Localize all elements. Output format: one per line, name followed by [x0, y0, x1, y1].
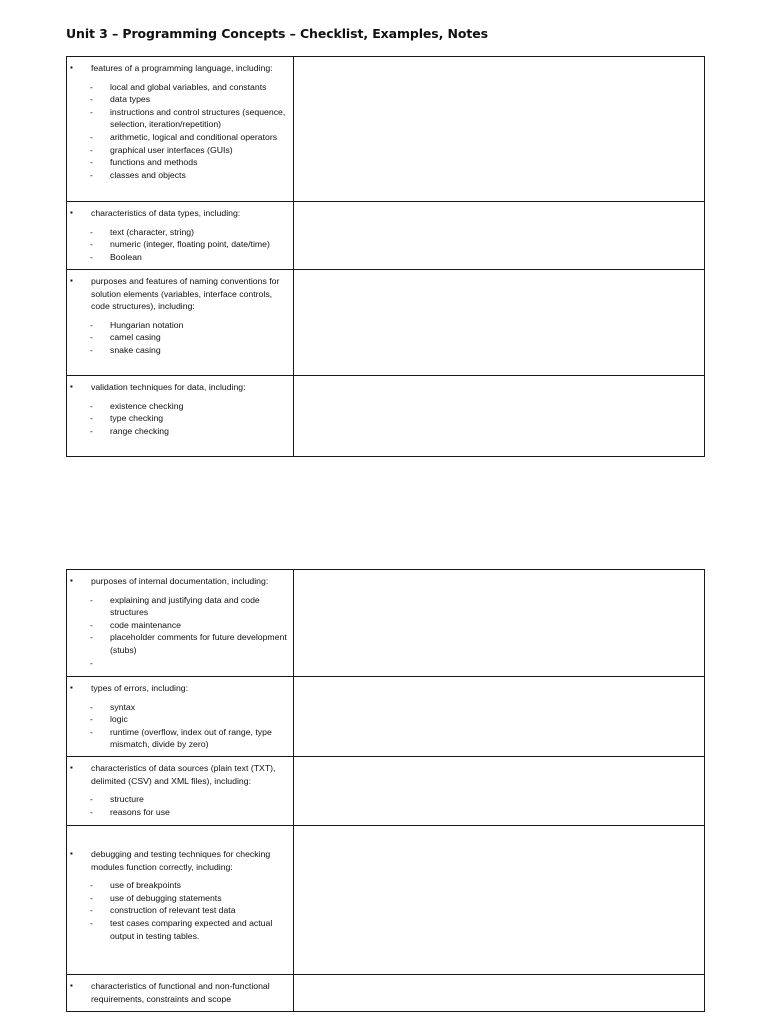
dash-icon: -	[90, 619, 93, 630]
notes-cell[interactable]	[294, 57, 705, 202]
list-item: - use of breakpoints	[90, 880, 181, 891]
table-row	[67, 57, 705, 202]
topic-text: characteristics of data sources (plain text (TXT), delimited (CSV) and XML files), including:	[91, 763, 276, 786]
list-item: - Hungarian notation	[90, 319, 184, 330]
dash-icon: -	[90, 344, 93, 355]
bullet-icon: ▪	[70, 276, 73, 285]
topic-cell	[67, 677, 294, 757]
page-title: Unit 3 – Programming Concepts – Checklist, Examples, Notes	[66, 26, 488, 41]
table-row	[67, 975, 705, 1012]
list-item: - existence checking	[90, 400, 184, 411]
dash-icon: -	[90, 400, 93, 411]
topic	[67, 762, 293, 787]
topic-cell	[67, 202, 294, 270]
dash-icon: -	[90, 226, 93, 237]
dash-icon: -	[90, 714, 93, 725]
dash-icon: -	[90, 701, 93, 712]
dash-icon: -	[90, 657, 93, 668]
list-item: - graphical user interfaces (GUIs)	[90, 144, 233, 155]
dash-icon: -	[90, 594, 93, 605]
table-row	[67, 677, 705, 757]
bullet-icon: ▪	[70, 63, 73, 72]
topic-cell	[67, 570, 294, 677]
list-item: - local and global variables, and constants	[90, 81, 267, 92]
bullet-icon: ▪	[70, 208, 73, 217]
checklist-table-1	[66, 56, 705, 457]
bullet-icon: ▪	[70, 981, 73, 990]
list-item: - code maintenance	[90, 619, 181, 630]
topic	[67, 980, 293, 1005]
list-item: - numeric (integer, floating point, date/time)	[90, 239, 270, 250]
list-item: - explaining and justifying data and code structures	[90, 594, 260, 618]
sub-list	[67, 319, 293, 357]
notes-cell[interactable]	[294, 570, 705, 677]
table-row	[67, 376, 705, 457]
topic	[67, 848, 293, 873]
topic-cell	[67, 270, 294, 376]
topic	[67, 62, 293, 75]
dash-icon: -	[90, 157, 93, 168]
topic-text: validation techniques for data, including:	[91, 382, 246, 392]
checklist-table-2	[66, 569, 705, 1012]
sub-list	[67, 594, 293, 670]
dash-icon: -	[90, 239, 93, 250]
topic-cell	[67, 57, 294, 202]
list-item: - text (character, string)	[90, 226, 195, 237]
topic-text: purposes of internal documentation, including:	[91, 576, 269, 586]
topic-text: types of errors, including:	[91, 683, 189, 693]
list-item: - type checking	[90, 413, 164, 424]
dash-icon: -	[90, 726, 93, 737]
bullet-icon: ▪	[70, 849, 73, 858]
bullet-icon: ▪	[70, 576, 73, 585]
dash-icon: -	[90, 794, 93, 805]
table-row	[67, 202, 705, 270]
topic-text: purposes and features of naming conventions for solution elements (variables, interface controls, code structures), including:	[91, 276, 280, 312]
list-item: - Boolean	[90, 251, 142, 262]
list-item: - logic	[90, 714, 128, 725]
notes-cell[interactable]	[294, 975, 705, 1012]
topic-text: characteristics of functional and non-functional requirements, constraints and scope	[91, 981, 270, 1004]
topic	[67, 575, 293, 588]
dash-icon: -	[90, 917, 93, 928]
list-item: - placeholder comments for future development (stubs)	[90, 632, 287, 655]
dash-icon: -	[90, 632, 93, 643]
list-item: - structure	[90, 794, 144, 805]
dash-icon: -	[90, 106, 93, 117]
table-row	[67, 757, 705, 826]
topic	[67, 682, 293, 695]
notes-cell[interactable]	[294, 270, 705, 376]
dash-icon: -	[90, 332, 93, 343]
list-item: - instructions and control structures (sequence, selection, iteration/repetition)	[90, 106, 286, 130]
list-item: - reasons for use	[90, 806, 170, 817]
list-item: - snake casing	[90, 344, 161, 355]
notes-cell[interactable]	[294, 376, 705, 457]
topic-cell	[67, 757, 294, 826]
list-item: - arithmetic, logical and conditional operators	[90, 131, 278, 142]
list-item: - classes and objects	[90, 169, 186, 180]
topic-cell	[67, 376, 294, 457]
dash-icon: -	[90, 413, 93, 424]
list-item: - runtime (overflow, index out of range, type mismatch, divide by zero)	[90, 726, 272, 750]
dash-icon: -	[90, 425, 93, 436]
notes-cell[interactable]	[294, 677, 705, 757]
topic	[67, 381, 293, 394]
dash-icon: -	[90, 806, 93, 817]
list-item	[67, 657, 293, 670]
dash-icon: -	[90, 251, 93, 262]
list-item: - construction of relevant test data	[90, 905, 236, 916]
sub-list	[67, 793, 293, 818]
table-row	[67, 570, 705, 677]
list-item: - syntax	[90, 701, 136, 712]
dash-icon: -	[90, 319, 93, 330]
list-item: - range checking	[90, 425, 169, 436]
topic	[67, 275, 293, 313]
notes-cell[interactable]	[294, 757, 705, 826]
dash-icon: -	[90, 81, 93, 92]
dash-icon: -	[90, 131, 93, 142]
notes-cell[interactable]	[294, 826, 705, 975]
topic	[67, 207, 293, 220]
sub-list	[67, 879, 293, 942]
list-item: - camel casing	[90, 332, 161, 343]
sub-list	[67, 81, 293, 182]
topic-text: characteristics of data types, including:	[91, 208, 241, 218]
dash-icon: -	[90, 892, 93, 903]
bullet-icon: ▪	[70, 763, 73, 772]
list-item: - use of debugging statements	[90, 892, 222, 903]
topic-cell	[67, 826, 294, 975]
topic-text: debugging and testing techniques for checking modules function correctly, including:	[91, 849, 271, 872]
bullet-icon: ▪	[70, 382, 73, 391]
dash-icon: -	[90, 880, 93, 891]
table-row	[67, 826, 705, 975]
list-item: - test cases comparing expected and actual output in testing tables.	[90, 917, 273, 941]
dash-icon: -	[90, 905, 93, 916]
list-item: - functions and methods	[90, 157, 198, 168]
topic-text: features of a programming language, including:	[91, 63, 273, 73]
list-item: - data types	[90, 94, 151, 105]
dash-icon: -	[90, 94, 93, 105]
table-row	[67, 270, 705, 376]
sub-list	[67, 701, 293, 751]
sub-list	[67, 400, 293, 438]
sub-list	[67, 226, 293, 264]
dash-icon: -	[90, 144, 93, 155]
bullet-icon: ▪	[70, 683, 73, 692]
topic-cell	[67, 975, 294, 1012]
dash-icon: -	[90, 169, 93, 180]
notes-cell[interactable]	[294, 202, 705, 270]
